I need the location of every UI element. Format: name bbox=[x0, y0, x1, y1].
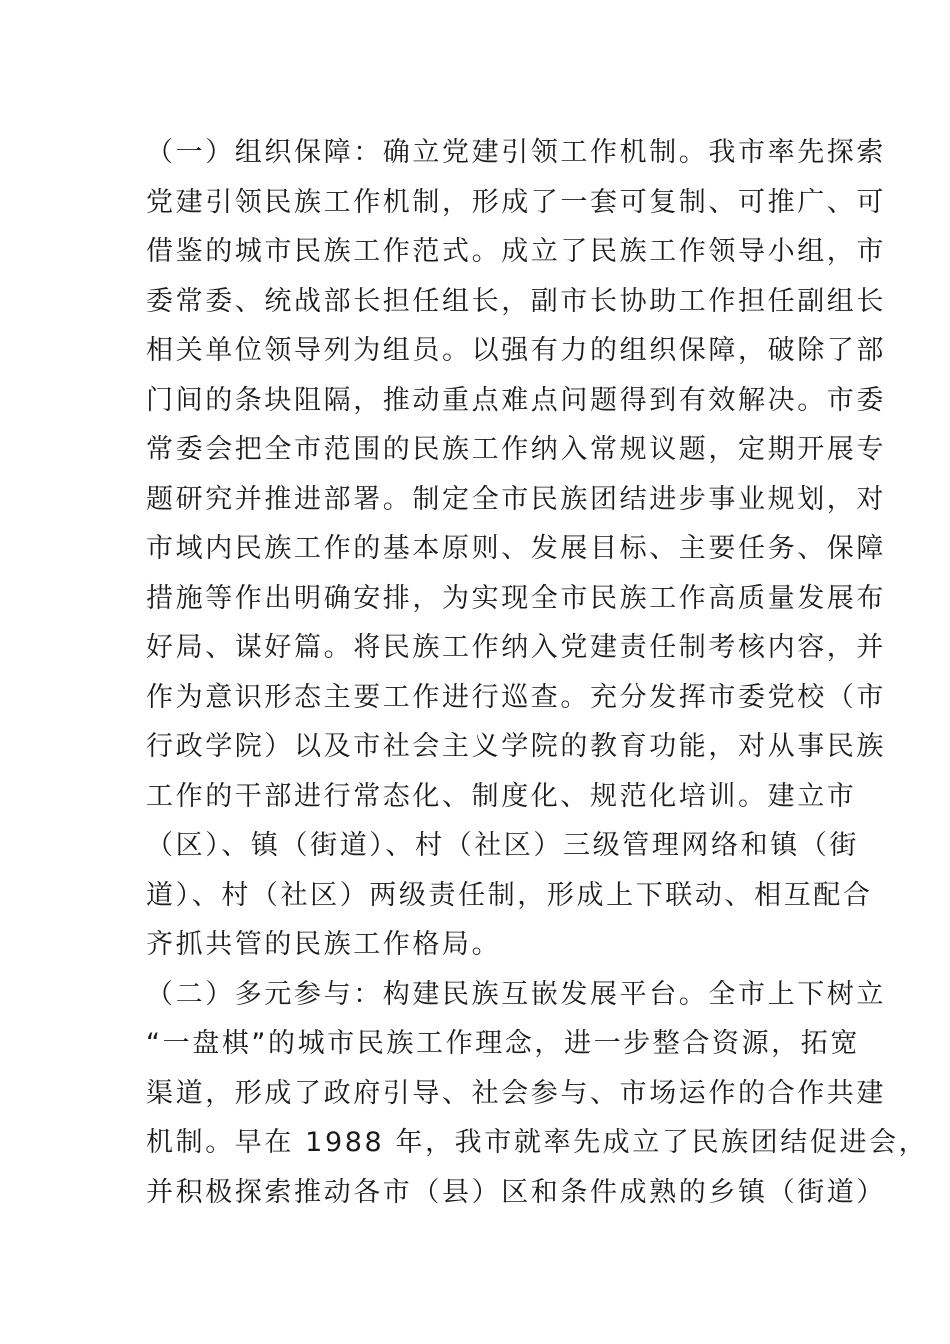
text-line-3: 借鉴的城市民族工作范式。成立了民族工作领导小组，市 bbox=[146, 236, 886, 267]
text-line-22: 并积极探索推动各市（县）区和条件成熟的乡镇（街道） bbox=[146, 1176, 886, 1208]
text-line-5: 相关单位领导列为组员。以强有力的组织保障，破除了部 bbox=[146, 335, 886, 366]
text-line-6: 门间的条块阻隔，推动重点难点问题得到有效解决。市委 bbox=[146, 384, 886, 416]
text-line-1: （一）组织保障：确立党建引领工作机制。我市率先探索 bbox=[146, 137, 886, 168]
text-line-12: 作为意识形态主要工作进行巡查。充分发挥市委党校（市 bbox=[146, 681, 886, 713]
text-line-19: “一盘棋”的城市民族工作理念，进一步整合资源，拓宽 bbox=[146, 1028, 860, 1059]
text-line-8: 题研究并推进部署。制定全市民族团结进步事业规划，对 bbox=[146, 483, 886, 515]
text-line-9: 市域内民族工作的基本原则、发展目标、主要任务、保障 bbox=[146, 533, 886, 564]
text-line-17: 齐抓共管的民族工作格局。 bbox=[146, 929, 502, 960]
text-line-10: 措施等作出明确安排，为实现全市民族工作高质量发展布 bbox=[146, 582, 886, 614]
text-line-20: 渠道，形成了政府引导、社会参与、市场运作的合作共建 bbox=[146, 1077, 886, 1109]
text-line-4: 委常委、统战部长担任组长，副市长协助工作担任副组长 bbox=[146, 285, 886, 317]
text-line-11: 好局、谋好篇。将民族工作纳入党建责任制考核内容，并 bbox=[146, 632, 886, 663]
text-line-13: 行政学院）以及市社会主义学院的教育功能，对从事民族 bbox=[146, 731, 886, 762]
text-line-15: （区）、镇（街道）、村（社区）三级管理网络和镇（街 bbox=[146, 830, 859, 861]
text-line-18: （二）多元参与：构建民族互嵌发展平台。全市上下树立 bbox=[146, 978, 886, 1010]
text-line-16: 道）、村（社区）两级责任制，形成上下联动、相互配合 bbox=[146, 879, 873, 911]
text-line-2: 党建引领民族工作机制，形成了一套可复制、可推广、可 bbox=[146, 186, 886, 218]
text-line-7: 常委会把全市范围的民族工作纳入常规议题，定期开展专 bbox=[146, 434, 886, 465]
text-line-14: 工作的干部进行常态化、制度化、规范化培训。建立市 bbox=[146, 780, 857, 812]
text-line-21: 机制。早在 1988 年，我市就率先成立了民族团结促进会， bbox=[146, 1127, 929, 1158]
body-text bbox=[146, 128, 929, 1217]
